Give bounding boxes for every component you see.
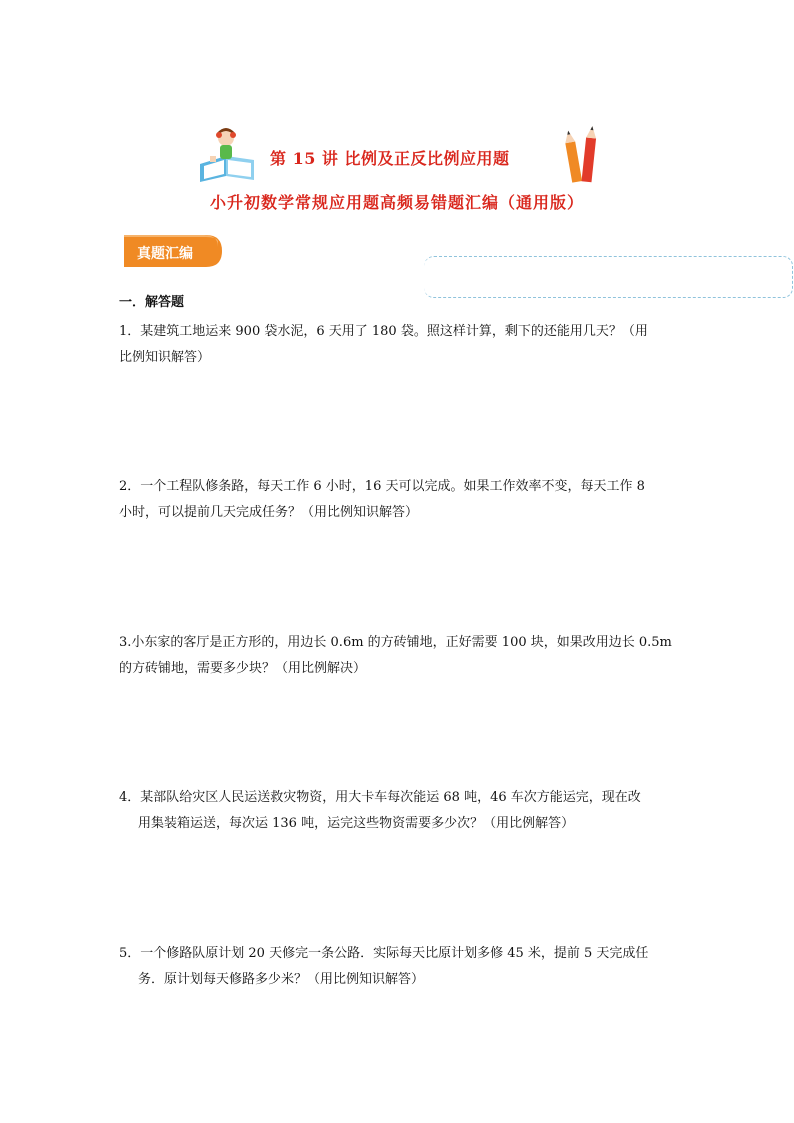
lecture-title: 第 15 讲 比例及正反比例应用题	[270, 149, 510, 168]
question-text-line-2: 用集装箱运送，每次运 136 吨，运完这些物资需要多少次？（用比例解答）	[138, 816, 575, 831]
question-5	[119, 941, 677, 993]
document-subtitle: 小升初数学常规应用题高频易错题汇编（通用版）	[209, 193, 584, 212]
part-heading: 一．解答题	[119, 295, 185, 310]
question-1	[119, 319, 677, 371]
question-text-line-1: 1．某建筑工地运来 900 袋水泥，6 天用了 180 袋。照这样计算，剩下的还能用几天？（用	[119, 324, 648, 339]
question-text-line-2: 的方砖铺地，需要多少块？（用比例解决）	[119, 661, 367, 676]
question-text-line-1: 2．一个工程队修条路，每天工作 6 小时，16 天可以完成。如果工作效率不变，每天工作 8	[119, 479, 645, 494]
banner-frame	[424, 256, 793, 298]
question-text-line-1: 5．一个修路队原计划 20 天修完一条公路．实际每天比原计划多修 45 米，提前 5 天完成任	[119, 946, 649, 961]
question-text-line-1: 3.小东家的客厅是正方形的，用边长 0.6m 的方砖铺地，正好需要 100 块，如果改用边长 0.5m	[119, 635, 672, 650]
section-label: 真题汇编	[137, 246, 193, 262]
question-text-line-2: 务．原计划每天修路多少米？（用比例知识解答）	[138, 972, 425, 987]
question-4	[119, 785, 677, 837]
question-text-line-1: 4．某部队给灾区人民运送救灾物资，用大卡车每次能运 68 吨，46 车次方能运完，现在改	[119, 790, 641, 805]
question-text-line-2: 小时，可以提前几天完成任务？（用比例知识解答）	[119, 505, 419, 520]
question-text-line-2: 比例知识解答）	[119, 350, 211, 365]
question-2	[119, 474, 677, 526]
girl-reading-icon	[196, 126, 266, 186]
pencils-icon	[560, 126, 604, 188]
question-3	[119, 630, 677, 682]
